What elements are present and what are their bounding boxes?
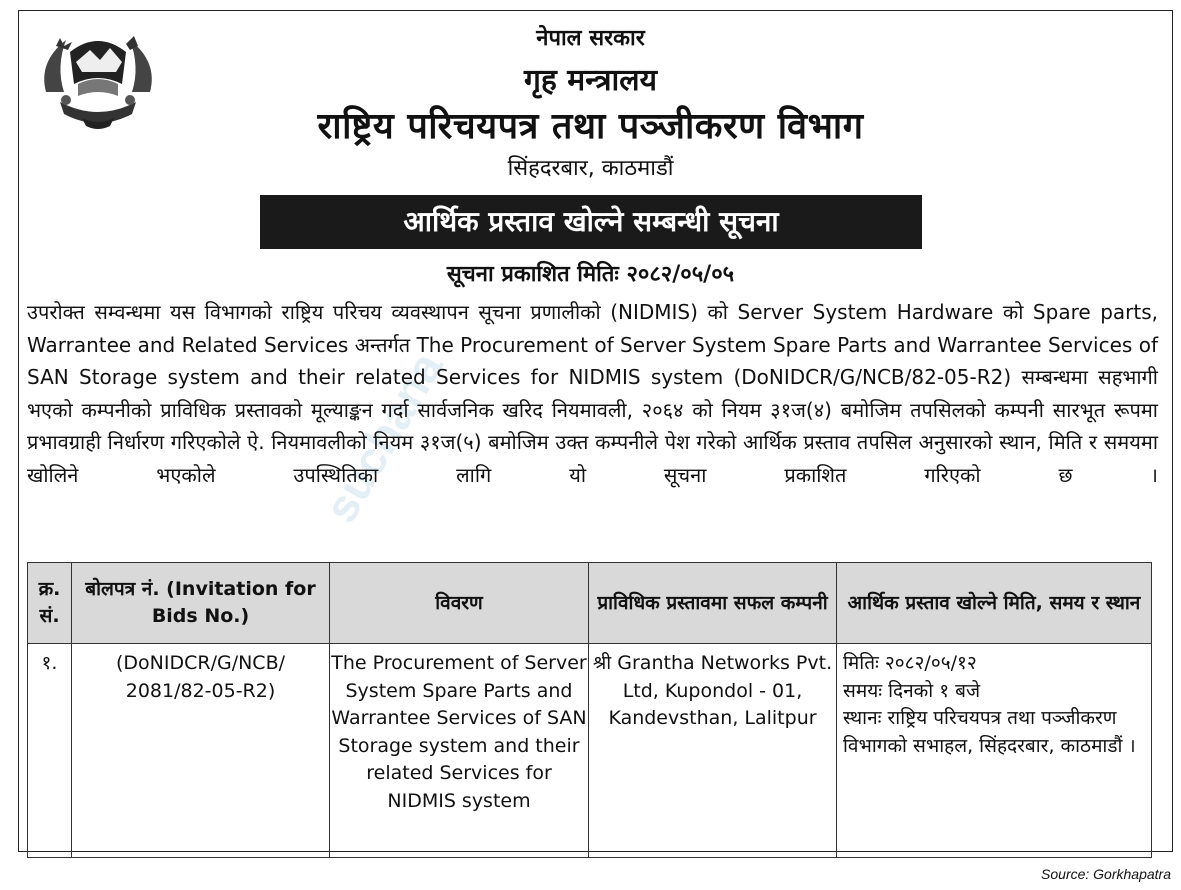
opening-place: स्थानः राष्ट्रिय परिचयपत्र तथा पञ्जीकरण विभागको सभाहल, सिंहदरबार, काठमाडौं । xyxy=(843,707,1136,757)
header-bid-no: बोलपत्र नं. (Invitation for Bids No.) xyxy=(72,563,330,644)
cell-bid-no: (DoNIDCR/G/NCB/ 2081/82-05-R2) xyxy=(72,644,330,858)
notice-body: उपरोक्त सम्वन्धमा यस विभागको राष्ट्रिय परिचय व्यवस्थापन सूचना प्रणालीको (NIDMIS) को Server System Hardware को Spare parts, Warrantee and Related Services अन्तर्गत The Procurement of Server System Spare Parts and Warrantee Services of SAN Storage system and their related Services for NIDMIS system (DoNIDCR/G/NCB/82-05-R2) सम्बन्धमा सहभागी भएको कम्पनीको प्राविधिक प्रस्तावको मूल्याङ्कन गर्दा सार्वजनिक खरिद नियमावली, २०६४ को नियम ३१ज(४) बमोजिम तपसिलको कम्पनी सारभूत रूपमा प्रभावग्राही निर्धारण गरिएकोले ऐ. नियमावलीको नियम ३१ज(५) बमोजिम उक्त कम्पनीले पेश गरेको आर्थिक प्रस्ताव तपसिल अनुसारको स्थान, मिति र समयमा खोलिने भएकोले उपस्थितिका लागि यो सूचना प्रकाशित गरिएको छ । xyxy=(27,300,1158,487)
header-company: प्राविधिक प्रस्तावमा सफल कम्पनी xyxy=(589,563,837,644)
header-sn: क्र. सं. xyxy=(28,563,72,644)
published-date: सूचना प्रकाशित मितिः २०८२/०५/०५ xyxy=(446,262,735,287)
cell-opening xyxy=(837,644,1152,858)
cell-description: The Procurement of Server System Spare Parts and Warrantee Services of SAN Storage system and their related Services for NIDMIS system xyxy=(330,644,589,858)
watermark: suchana xyxy=(314,343,453,531)
department-name: राष्ट्रिय परिचयपत्र तथा पञ्जीकरण विभाग xyxy=(317,106,864,147)
department-address: सिंहदरबार, काठमाडौं xyxy=(507,156,674,181)
header-opening: आर्थिक प्रस्ताव खोल्ने मिति, समय र स्थान xyxy=(837,563,1152,644)
table-header-row xyxy=(28,563,1152,644)
opening-date: मितिः २०८२/०५/१२ xyxy=(843,652,977,674)
notice-title-banner: आर्थिक प्रस्ताव खोल्ने सम्बन्धी सूचना xyxy=(260,195,922,249)
cell-sn: १. xyxy=(28,644,72,858)
cell-company: श्री Grantha Networks Pvt. Ltd, Kupondol - 01, Kandevsthan, Lalitpur xyxy=(589,644,837,858)
bid-opening-table xyxy=(27,562,1152,858)
table-row xyxy=(28,644,1152,858)
ministry-name: गृह मन्त्रालय xyxy=(523,63,658,98)
government-name: नेपाल सरकार xyxy=(536,26,645,51)
header-description: विवरण xyxy=(330,563,589,644)
opening-time: समयः दिनको १ बजे xyxy=(843,679,981,702)
source-credit: Source: Gorkhapatra xyxy=(1041,866,1171,882)
